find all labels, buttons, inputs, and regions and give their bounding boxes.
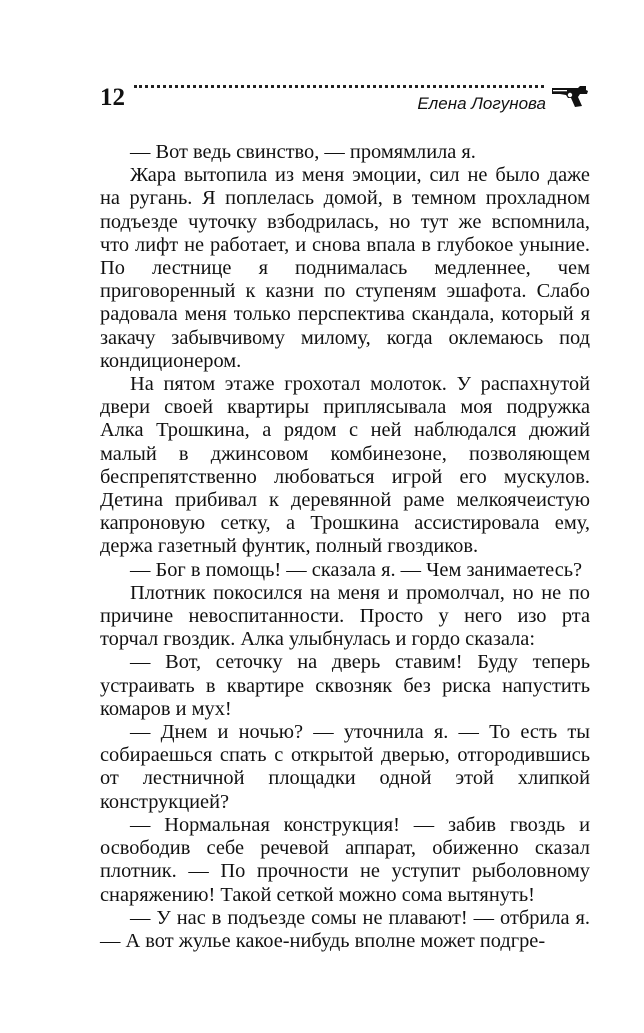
dotted-rule: [134, 85, 544, 88]
paragraph-3: На пятом этаже грохотал молоток. У распахнутой двери своей квартиры приплясывала моя подружка Алка Трошкина, а рядом с ней наблюдался дюжий малый в джинсовом комбинезоне, позволяющем беспрепятственно любоваться игрой его мускулов. Детина прибивал к деревянной раме мелкоячеистую капроновую сетку, а Трошкина ассистировала ему, держа газетный фунтик, полный гвоздиков.: [100, 373, 590, 558]
paragraph-5: Плотник покосился на меня и промолчал, но не по причине невоспитанности. Просто у него изо рта торчал гвоздик. Алка улыбнулась и гордо сказала:: [100, 581, 590, 651]
paragraph-4: — Бог в помощь! — сказала я. — Чем занимаетесь?: [130, 558, 583, 581]
running-header: [100, 78, 590, 128]
author-name: Елена Логунова: [417, 94, 546, 113]
paragraph-1: — Вот ведь свинство, — промямлила я.: [130, 141, 476, 163]
revolver-icon: [550, 82, 590, 108]
paragraph-9: — У нас в подъезде сомы не плавают! — отбрила я. — А вот жулье какое-нибудь вполне может подгре-: [100, 906, 590, 952]
body-text: [100, 141, 590, 953]
paragraph-6: — Вот, сеточку на дверь ставим! Буду теперь устраивать в квартире сквозняк без риска напустить комаров и мух!: [100, 651, 590, 720]
paragraph-7: — Днем и ночью? — уточнила я. — То есть ты собираешься спать с открытой дверью, отгородившись от лестничной площадки одной этой хлипкой конструкцией?: [100, 721, 590, 813]
paragraph-2: Жара вытопила из меня эмоции, сил не было даже на ругань. Я поплелась домой, в темном прохладном подъезде чуточку взбодрилась, но тут же вспомнила, что лифт не работает, и снова впала в глубокое уныние. По лестнице я поднималась медленнее, чем приговоренный к казни по ступеням эшафота. Слабо радовала меня только перспектива скандала, который я закачу забывчивому милому, когда оклемаюсь под кондиционером.: [100, 164, 590, 372]
page-number: 12: [100, 84, 125, 111]
paragraph-8: — Нормальная конструкция! — забив гвоздь и освободив себе речевой аппарат, обиженно сказал плотник. — По прочности не уступит рыболовному снаряжению! Такой сеткой можно сома вытянуть!: [100, 813, 590, 906]
